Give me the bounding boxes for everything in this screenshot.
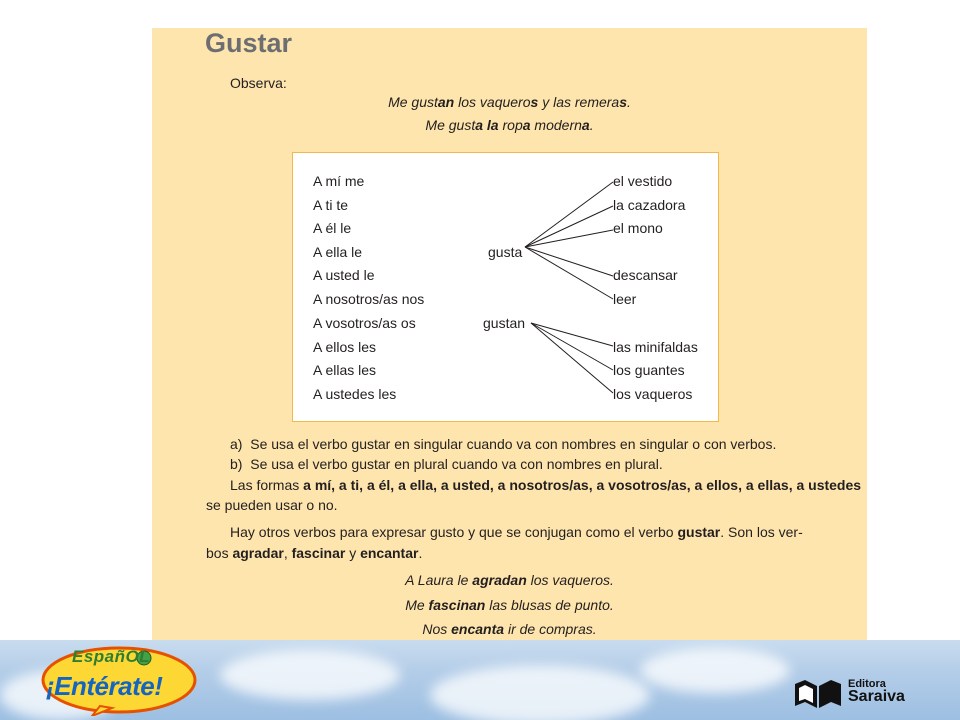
otros-verbos-line-1: Hay otros verbos para expresar gusto y que se conjugan como el verbo gustar. Son los ver- [230, 524, 803, 540]
logo-editora-text: Editora [848, 678, 886, 690]
pronoun-cell: A mí me [313, 173, 365, 189]
rule-b: b) Se usa el verbo gustar en plural cuando va con nombres en plural. [230, 456, 663, 472]
object-cell: los vaqueros [613, 386, 693, 402]
connector-lines [293, 153, 720, 423]
object-cell: los guantes [613, 362, 685, 378]
book-icon [793, 676, 843, 710]
cloud [430, 665, 650, 720]
logo-espanol-text: EspañOL [72, 647, 151, 666]
example-sentence-plural: Me gustan los vaqueros y las remeras. [388, 94, 631, 110]
pronoun-cell: A ellas les [313, 362, 377, 378]
object-cell: el vestido [613, 173, 673, 189]
conjugation-table [292, 152, 719, 422]
connector-line [525, 182, 613, 247]
object-cell: el mono [613, 220, 663, 236]
pronoun-cell: A nosotros/as nos [313, 291, 425, 307]
editora-saraiva-logo [793, 676, 933, 710]
pronoun-cell: A ella le [313, 244, 363, 260]
cloud [640, 648, 790, 693]
connector-line [531, 323, 613, 393]
cloud [220, 650, 400, 700]
page-title: Gustar [205, 28, 293, 58]
pronoun-cell: A ustedes les [313, 386, 397, 402]
example-encanta: Nos encanta ir de compras. [422, 621, 597, 637]
object-cell: descansar [613, 267, 678, 283]
logo-saraiva-text: Saraiva [848, 688, 905, 705]
pronoun-cell: A vosotros/as os [313, 315, 416, 331]
pronoun-cell: A ellos les [313, 339, 377, 355]
connector-line [531, 323, 613, 346]
observa-label: Observa: [230, 75, 287, 91]
espanol-enterate-logo [40, 644, 198, 716]
object-cell: leer [613, 291, 637, 307]
rule-a: a) Se usa el verbo gustar en singular cuando va con nombres en singular o con verbos. [230, 436, 777, 452]
connector-line [525, 247, 613, 276]
connector-line [531, 323, 613, 370]
verb-gusta: gusta [488, 244, 523, 260]
connector-line [525, 247, 613, 299]
example-fascinan: Me fascinan las blusas de punto. [405, 597, 614, 613]
otros-verbos-line-2: bos agradar, fascinar y encantar. [206, 545, 423, 561]
logo-enterate-text: ¡Entérate! [46, 671, 163, 701]
formas-line-2: se pueden usar o no. [206, 497, 338, 513]
object-cell: la cazadora [613, 197, 686, 213]
example-agradan: A Laura le agradan los vaqueros. [405, 572, 614, 588]
formas-line: Las formas a mí, a ti, a él, a ella, a usted, a nosotros/as, a vosotros/as, a ellos, a ellas, a ustedes [230, 477, 862, 493]
connector-line [525, 230, 613, 247]
verb-gustan: gustan [483, 315, 526, 331]
example-sentence-singular: Me gusta la ropa moderna. [425, 117, 594, 133]
pronoun-cell: A él le [313, 220, 352, 236]
pronoun-cell: A usted le [313, 267, 375, 283]
object-cell: las minifaldas [613, 339, 698, 355]
connector-line [525, 206, 613, 247]
pronoun-cell: A ti te [313, 197, 349, 213]
